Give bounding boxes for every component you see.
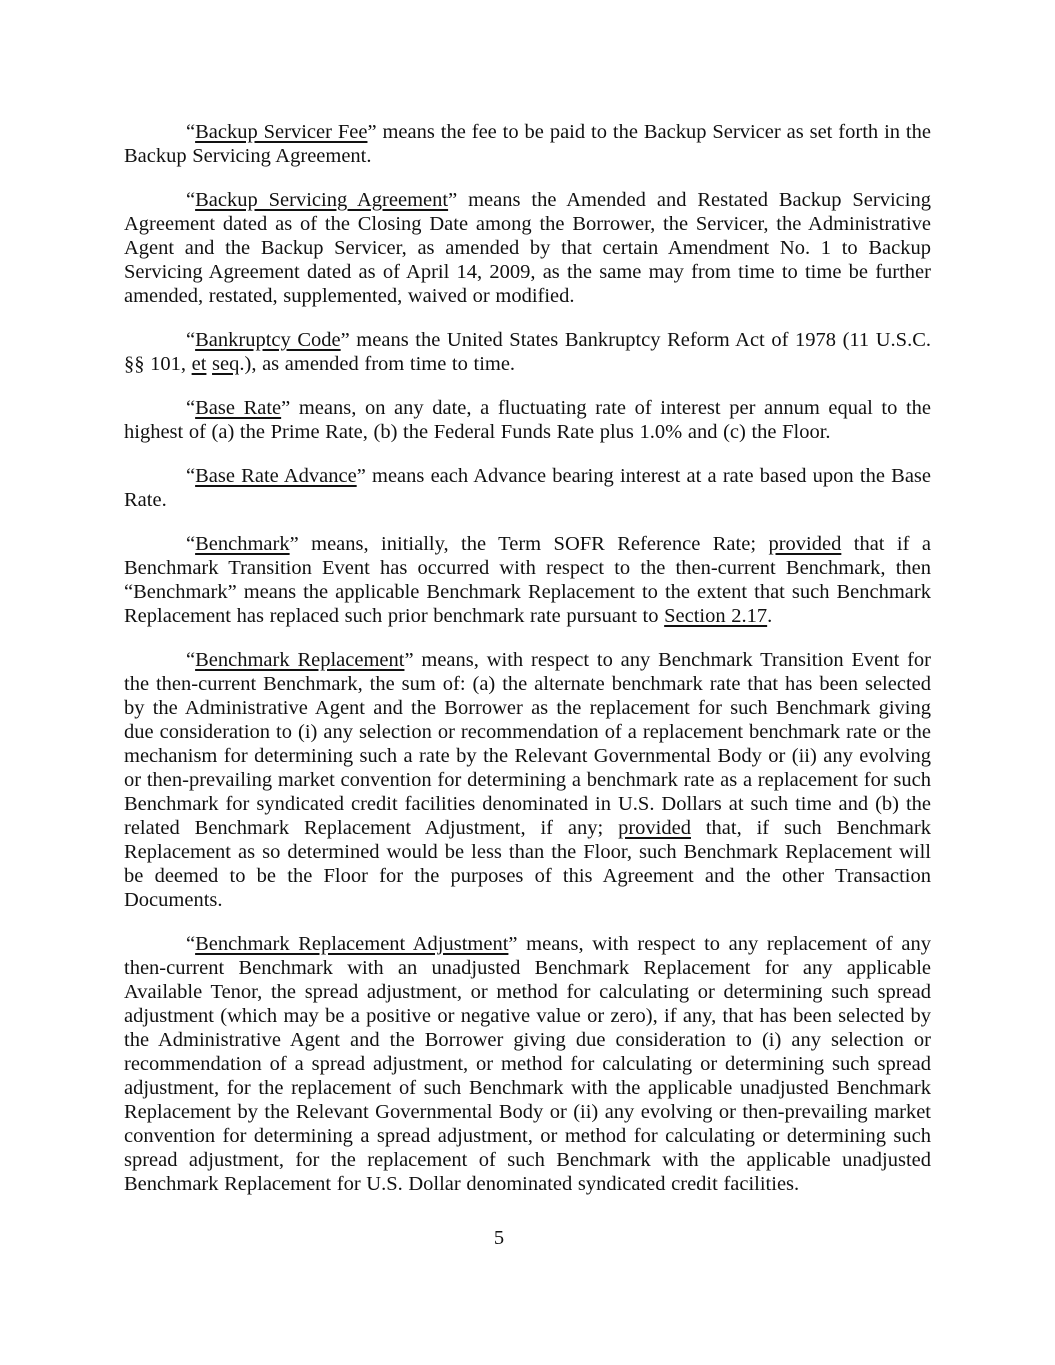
text-segment: that if a Benchmark Transition Event has occurred with respect to the then-current Benchmark, then “Benchmark” means the applicable Benchmark Replacement to the extent that such Benchmark Replacement has replaced such prior benchmark rate pursuant to — [124, 533, 931, 627]
defined-term: seq — [212, 353, 240, 375]
text-segment: ” means, on any date, a fluctuating rate of interest per annum equal to the highest of (a) the Prime Rate, (b) the Federal Funds Rate plus 1.0% and (c) the Floor. — [124, 397, 931, 443]
defined-term: Benchmark — [195, 533, 290, 555]
defined-term: provided — [618, 817, 691, 839]
defined-term: Bankruptcy Code — [195, 329, 341, 351]
text-segment: “ — [186, 189, 196, 211]
defined-term: provided — [768, 533, 842, 555]
defined-term: Base Rate Advance — [195, 465, 357, 487]
defined-term: Backup Servicing Agreement — [195, 189, 449, 211]
text-segment: “ — [186, 329, 196, 351]
text-segment: “ — [186, 121, 196, 143]
text-segment: ” means the Amended and Restated Backup Servicing Agreement dated as of the Closing Date among the Borrower, the Servicer, the Administrative Agent and the Backup Servicer, as amended by that certain Amendment No. 1 to Backup Servicing Agreement dated as of April 14, 2009, as the same may from time to time be further amended, restated, supplemented, waived or modified. — [124, 189, 931, 307]
definition-paragraph-benchmark-replacement — [124, 648, 931, 912]
text-segment: ” means, with respect to any replacement of any then-current Benchmark with an unadjusted Benchmark Replacement for any applicable Available Tenor, the spread adjustment, or method for calculating or determining such spread adjustment (which may be a positive or negative value or zero), if any, that has been selected by the Administrative Agent and the Borrower giving due consideration to (i) any selection or recommendation of a spread adjustment, or method for calculating or determining such spread adjustment, for the replacement of such Benchmark with the applicable unadjusted Benchmark Replacement by the Relevant Governmental Body or (ii) any evolving or then-prevailing market convention for determining a spread adjustment, or method for calculating or determining such spread adjustment, for the replacement of such Benchmark with the applicable unadjusted Benchmark Replacement for U.S. Dollar denominated syndicated credit facilities. — [124, 933, 931, 1195]
text-segment: “ — [186, 533, 196, 555]
text-segment: ” means the fee to be paid to the Backup Servicer as set forth in the Backup Servicing Agreement. — [124, 121, 931, 167]
definition-paragraph-backup-servicing-agreement — [124, 188, 931, 308]
defined-term: et — [191, 353, 207, 375]
definition-paragraph-benchmark — [124, 532, 931, 628]
definition-paragraph-base-rate-advance — [124, 464, 931, 512]
text-segment: ” means the United States Bankruptcy Reform Act of 1978 (11 U.S.C. §§ 101, — [124, 329, 932, 375]
definition-paragraph-base-rate — [124, 396, 931, 444]
text-segment: that, if such Benchmark Replacement as so determined would be less than the Floor, such Benchmark Replacement will be deemed to be the Floor for the purposes of this Agreement and the other Transaction Documents. — [124, 817, 931, 911]
text-segment: .), as amended from time to time. — [239, 353, 516, 375]
defined-term: Benchmark Replacement — [195, 649, 405, 671]
text-segment: ” means, with respect to any Benchmark Transition Event for the then-current Benchmark, the sum of: (a) the alternate benchmark rate that has been selected by the Administrative Agent and the Borrower as the replacement for such Benchmark giving due consideration to (i) any selection or recommendation of a replacement benchmark rate or the mechanism for determining such a rate by the Relevant Governmental Body or (ii) any evolving or then-prevailing market convention for determining a benchmark rate as a replacement for such Benchmark for syndicated credit facilities denominated in U.S. Dollars at such time and (b) the related Benchmark Replacement Adjustment, if any; — [124, 649, 932, 839]
text-segment: “ — [186, 933, 196, 955]
definition-paragraph-backup-servicer-fee — [124, 120, 931, 168]
definition-paragraph-benchmark-replacement-adjustment — [124, 932, 931, 1196]
text-segment: “ — [186, 649, 196, 671]
text-segment: “ — [186, 397, 196, 419]
text-segment: ” means each Advance bearing interest at a rate based upon the Base Rate. — [124, 465, 931, 511]
text-segment: . — [767, 605, 773, 627]
text-segment: “ — [186, 465, 196, 487]
page-number: 5 — [493, 1227, 505, 1249]
defined-term: Benchmark Replacement Adjustment — [195, 933, 509, 955]
document-body — [124, 120, 931, 1216]
definition-paragraph-bankruptcy-code — [124, 328, 931, 376]
text-segment: ” means, initially, the Term SOFR Reference Rate; — [289, 533, 769, 555]
defined-term: Base Rate — [195, 397, 282, 419]
defined-term: Backup Servicer Fee — [195, 121, 368, 143]
defined-term: Section 2.17 — [664, 605, 768, 627]
